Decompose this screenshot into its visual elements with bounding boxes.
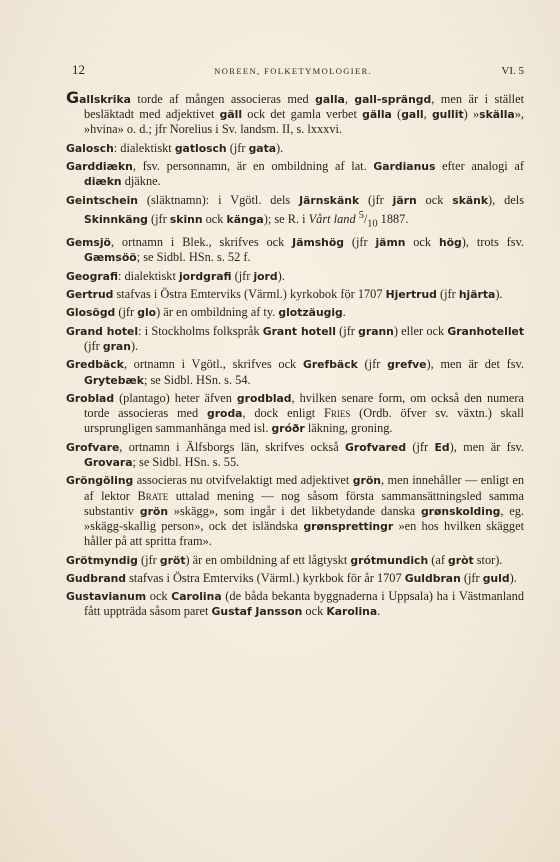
entry-headword: Gertrud [66,287,114,301]
entry-headword: Groblad [66,391,115,405]
dictionary-entry [66,193,524,232]
entry-headword: Garddiækn [66,160,133,174]
entry-headword: Grofvare [66,440,120,454]
entry-headword: Galosch [66,141,114,155]
entry-text: , ortnamn i Älfsborgs län, skrifves också Grofvared (jfr Ed), men är fsv. Grovara; se Sidbl. HSn. s. 55. [84,439,524,469]
dictionary-entries [66,90,524,620]
running-header [66,62,524,78]
dictionary-entry [66,553,524,568]
dictionary-entry [66,391,524,437]
entry-text: , fsv. personnamn, är en ombildning af lat. Gardianus efter analogi af diækn djäkne. [84,159,524,189]
dictionary-entry [66,440,524,470]
dictionary-entry [66,287,524,302]
entry-text: stafvas i Östra Emterviks (Värml.) kyrkbok för år 1707 Guldbran (jfr guld). [126,570,517,585]
dictionary-entry [66,141,524,156]
entry-headword: Gröngöling [66,474,134,488]
dictionary-entry [66,305,524,320]
dictionary-entry [66,357,524,387]
entry-text: torde af mången associeras med galla, gall-sprängd, men är i stället besläktadt med adjektivet gäll ock det gamla verbet gälla (gall, gullit) »skälla», »hvina» o. d.; jfr Norelius i Sv. landsm. II, s. lxxxvi. [84,92,524,137]
entry-headword: Gudbrand [66,571,127,585]
entry-headword: Gustavianum [66,590,147,604]
entry-headword: Geografi [66,269,118,283]
entry-headword: Gredbäck [66,358,124,372]
dictionary-entry [66,269,524,284]
dictionary-entry [66,571,524,586]
entry-text: stafvas i Östra Emterviks (Värml.) kyrkobok för 1707 Hjertrud (jfr hjärta). [113,286,503,301]
dictionary-entry [66,324,524,354]
running-title: NOREEN, FOLKETYMOLOGIER. [214,66,373,76]
entry-headword: Glosögd [66,306,116,320]
entry-text: ock Carolina (de båda bekanta byggnaderna i Uppsala) ha i Västmanland fått uppträda såsom paret Gustaf Jansson ock Karolina. [84,589,524,619]
entry-text: (jfr glo) är en ombildning af ty. glotzäugig. [115,305,346,320]
entry-headword: Grand hotel [66,324,139,338]
dictionary-entry [66,90,524,138]
entry-text: (jfr gröt) är en ombildning af ett lågtyskt grótmundich (af gròt stor). [137,552,503,567]
page-number: 12 [72,62,85,77]
dictionary-entry [66,589,524,619]
entry-text: , ortnamn i Blek., skrifves ock Jämshög (jfr jämn ock hög), trots fsv. Gæmsöö; se Sidbl. HSn. s. 52 f. [84,234,525,265]
entry-text: : dialektiskt gatlosch (jfr gata). [113,140,284,155]
entry-text: (plantago) heter äfven grodblad, hvilken senare form, om också den numera torde associeras med groda, dock enligt Fries (Ordb. öfver sv. växtn.) skall ursprungligen sammanhänga med isl. gróðr läkning, groning. [84,390,524,436]
dictionary-entry [66,235,524,265]
section-number: VI. 5 [501,65,524,77]
entry-text: (släktnamn): i Vgötl. dels Järnskänk (jfr järn ock skänk), dels Skinnkäng (jfr skinn ock känga); se R. i Vårt land $^5/_{10}$ 1887. [84,192,524,230]
entry-headword: Gemsjö [66,235,111,249]
dictionary-entry [66,159,524,189]
entry-text: associeras nu otvifvelaktigt med adjektivet grön, men innehåller — enligt en af lektor Brate uttalad mening — nog såsom första sammansättningsled samma substantiv grön »skägg», som ingår i det likbetydande danska grønskolding, eg. »skägg-skallig person», ock det isländska grønsprettingr »en hos hvilken skägget håller på att spritta fram». [84,473,525,549]
entry-text: : i Stockholms folkspråk Grant hotell (jfr grann) eller ock Granhotellet (jfr gran). [84,323,525,353]
entry-headword: Geintschein [66,193,138,207]
entry-headword: Gallskrika [66,88,131,107]
entry-text: : dialektiskt jordgrafi (jfr jord). [117,268,285,283]
entry-headword: Grötmyndig [66,553,138,567]
dictionary-entry [66,473,524,549]
entry-text: , ortnamn i Vgötl., skrifves ock Grefbäck (jfr grefve), men är det fsv. Grytebæk; se Sidbl. HSn. s. 54. [84,357,524,387]
